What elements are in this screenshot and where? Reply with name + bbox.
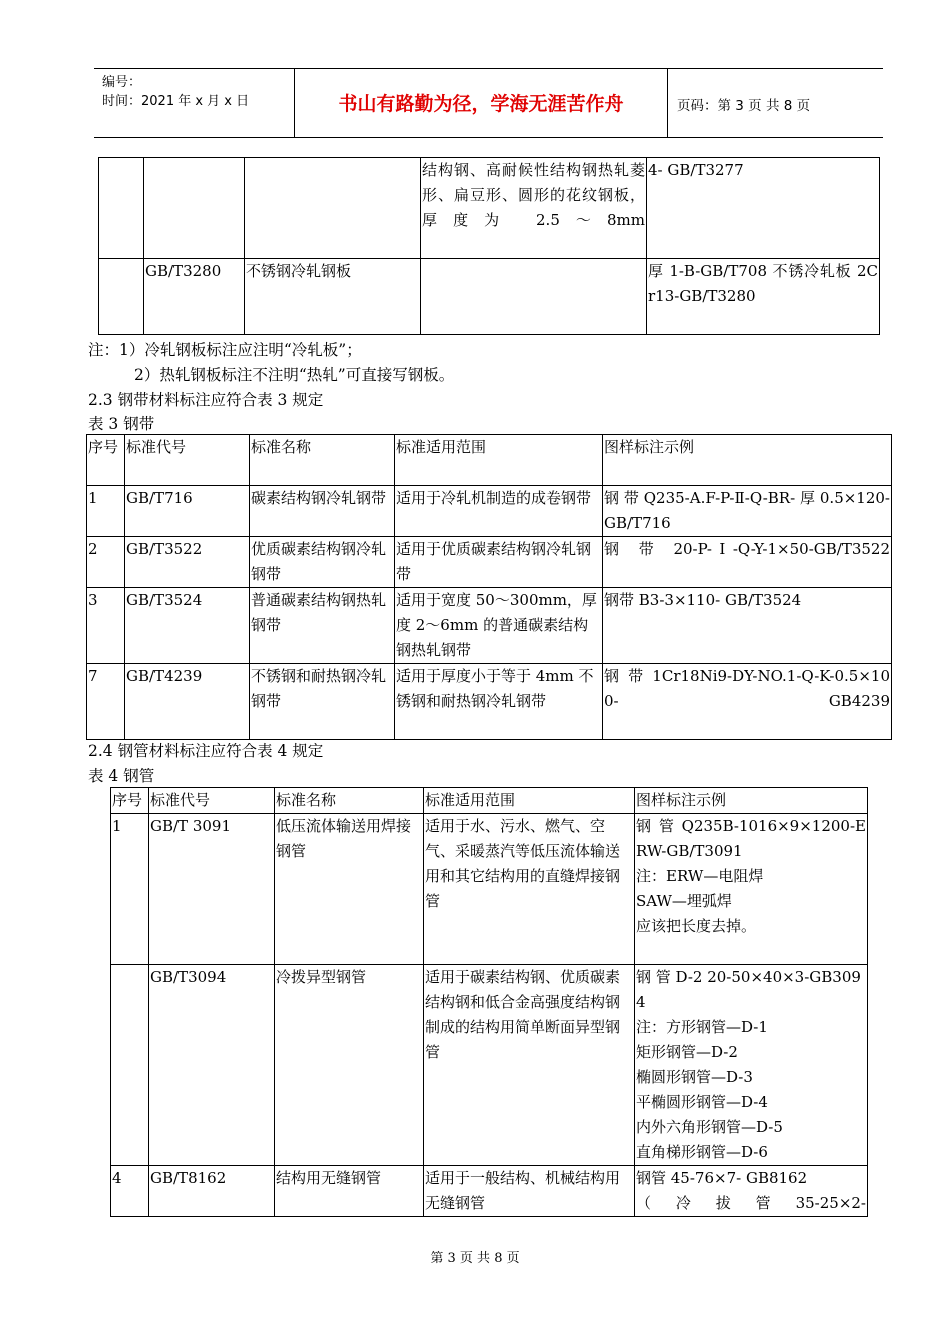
cell-line: 注：ERW—电阻焊 (636, 867, 764, 885)
cell-line: 矩形钢管—D-2 (636, 1043, 738, 1061)
cell: 冷拨异型钢管 (275, 965, 424, 1166)
table-row (99, 259, 880, 335)
cell: GB/T3280 (144, 259, 245, 335)
cell-line: 椭圆形钢管—D-3 (636, 1068, 753, 1086)
cell (421, 259, 647, 335)
cell: 1 (111, 814, 149, 965)
header-info (102, 73, 292, 111)
cell (99, 158, 144, 259)
header-cell: 序号 (87, 435, 125, 486)
cell: 适用于优质碳素结构钢冷轧钢带 (395, 537, 603, 588)
header-cell: 标准代号 (149, 788, 275, 814)
cell-line: 注：方形钢管—D-1 (636, 1018, 768, 1036)
cell: 4 (111, 1166, 149, 1217)
header-cell: 图样标注示例 (603, 435, 892, 486)
note-1: 注：1）冷轧钢板标注应注明“冷轧板”； (88, 341, 362, 359)
table-header-row (111, 788, 868, 814)
table-row (99, 158, 880, 259)
cell: 适用于碳素结构钢、优质碳素结构钢和低合金高强度结构钢制成的结构用简单断面异型钢管 (424, 965, 635, 1166)
table-4 (110, 787, 868, 1217)
cell: GB/T8162 (149, 1166, 275, 1217)
cell-line: 直角梯形钢管—D-6 (636, 1143, 768, 1161)
table-3 (86, 434, 892, 740)
table-top (98, 157, 880, 335)
cell-line: 钢 管 Q235B-1016×9×1200-ERW-GB/T3091 (636, 817, 866, 860)
cell: GB/T716 (125, 486, 250, 537)
cell: GB/T3094 (149, 965, 275, 1166)
cell: GB/T4239 (125, 664, 250, 740)
table-row (87, 486, 892, 537)
table-row (87, 537, 892, 588)
header-cell: 标准代号 (125, 435, 250, 486)
cell: 钢 带 1Cr18Ni9-DY-NO.1-Q-K-0.5×100- GB4239 (603, 664, 892, 740)
table-row (111, 1166, 868, 1217)
header-cell: 标准名称 (275, 788, 424, 814)
header-cell: 标准适用范围 (424, 788, 635, 814)
cell: 钢带 B3-3×110- GB/T3524 (603, 588, 892, 664)
cell-line: 平椭圆形钢管—D-4 (636, 1093, 768, 1111)
header-cell: 图样标注示例 (635, 788, 868, 814)
cell: 不锈钢和耐热钢冷轧钢带 (250, 664, 395, 740)
cell: 厚 1-B-GB/T708 不锈冷轧板 2Cr13-GB/T3280 (647, 259, 880, 335)
cell: 1 (87, 486, 125, 537)
cell (635, 814, 868, 965)
time-label: 时间：2021 年 x 月 x 日 (102, 94, 250, 109)
table-row (87, 664, 892, 740)
cell: 优质碳素结构钢冷轧钢带 (250, 537, 395, 588)
cell-line: 钢管 45-76×7- GB8162 (636, 1169, 808, 1187)
cell: 低压流体输送用焊接钢管 (275, 814, 424, 965)
header-motto: 书山有路勤为径，学海无涯苦作舟 (338, 93, 624, 115)
cell: 适用于水、污水、燃气、空气、采暖蒸汽等低压流体输送用和其它结构用的直缝焊接钢管 (424, 814, 635, 965)
cell (111, 965, 149, 1166)
cell (635, 965, 868, 1166)
header-cell: 序号 (111, 788, 149, 814)
table-caption: 表 4 钢管 (88, 767, 155, 785)
section-heading: 2.3 钢带材料标注应符合表 3 规定 (88, 391, 324, 409)
cell: 适用于厚度小于等于 4mm 不锈钢和耐热钢冷轧钢带 (395, 664, 603, 740)
table-row (111, 965, 868, 1166)
cell: 7 (87, 664, 125, 740)
cell: 碳素结构钢冷轧钢带 (250, 486, 395, 537)
cell: GB/T3522 (125, 537, 250, 588)
cell: 2 (87, 537, 125, 588)
table-header-row (87, 435, 892, 486)
cell-line: 内外六角形钢管—D-5 (636, 1118, 783, 1136)
cell: 适用于冷轧机制造的成卷钢带 (395, 486, 603, 537)
section-heading: 2.4 钢管材料标注应符合表 4 规定 (88, 742, 324, 760)
cell (245, 158, 421, 259)
page-number: 页码：第 3 页 共 8 页 (677, 98, 811, 114)
cell: 3 (87, 588, 125, 664)
cell: GB/T 3091 (149, 814, 275, 965)
table-caption: 表 3 钢带 (88, 415, 155, 433)
cell (144, 158, 245, 259)
cell: 结构用无缝钢管 (275, 1166, 424, 1217)
header-cell: 标准名称 (250, 435, 395, 486)
cell: 钢 带 20-P-Ⅰ-Q-Y-1×50-GB/T3522 (603, 537, 892, 588)
cell (635, 1166, 868, 1217)
table-row (87, 588, 892, 664)
table-row (111, 814, 868, 965)
page-header (94, 68, 883, 138)
cell: 普通碳素结构钢热轧钢带 (250, 588, 395, 664)
cell (99, 259, 144, 335)
cell: 钢 带 Q235-A.F-P-Ⅱ-Q-BR- 厚 0.5×120- GB/T716 (603, 486, 892, 537)
cell: 适用于一般结构、机械结构用无缝钢管 (424, 1166, 635, 1217)
cell: GB/T3524 (125, 588, 250, 664)
number-label: 编号： (102, 75, 142, 90)
cell: 适用于宽度 50～300mm，厚度 2～6mm 的普通碳素结构钢热轧钢带 (395, 588, 603, 664)
cell: 4- GB/T3277 (647, 158, 880, 259)
cell: 不锈钢冷轧钢板 (245, 259, 421, 335)
cell-line: 应该把长度去掉。 (636, 917, 757, 935)
cell-line: （ 冷 拔 管 35-25×2- (636, 1194, 866, 1212)
page-footer: 第 3 页 共 8 页 (430, 1251, 520, 1266)
cell-line: SAW—埋弧焊 (636, 892, 732, 910)
cell-line: 钢 管 D-2 20-50×40×3-GB3094 (636, 968, 861, 1011)
header-cell: 标准适用范围 (395, 435, 603, 486)
cell: 结构钢、高耐候性结构钢热轧菱形、扁豆形、圆形的花纹钢板，厚度为 2.5～8mm (421, 158, 647, 259)
note-2: 2）热轧钢板标注不注明“热轧”可直接写钢板。 (134, 366, 455, 384)
